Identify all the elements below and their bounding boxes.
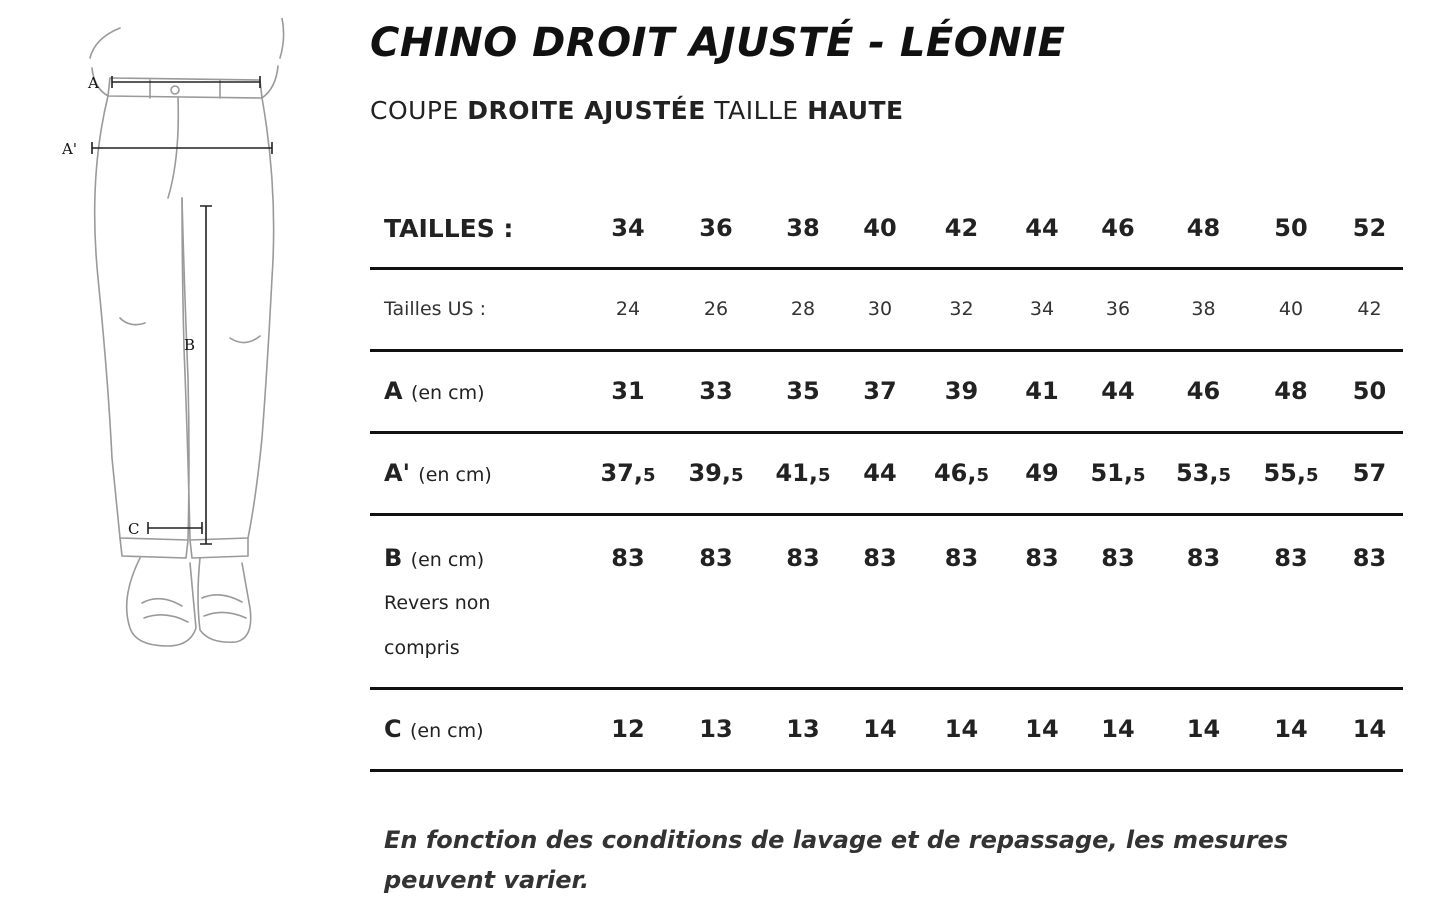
fit-part-bold: DROITE AJUSTÉE bbox=[467, 96, 706, 125]
trousers-measurement-illustration bbox=[50, 18, 340, 668]
row-b bbox=[370, 514, 1403, 688]
size-value-cell: 14 bbox=[1186, 715, 1221, 743]
size-value-cell: 83 bbox=[1101, 543, 1135, 572]
size-value-cell: 38 bbox=[1191, 298, 1216, 320]
row-label bbox=[370, 350, 584, 432]
row-label: Tailles US : bbox=[384, 298, 486, 320]
size-value-cell: 13 bbox=[786, 715, 820, 743]
fit-description bbox=[370, 96, 904, 125]
size-value-cell: 41 bbox=[1025, 377, 1059, 405]
size-value-cell: 24 bbox=[615, 298, 641, 320]
size-value-cell: 83 bbox=[863, 543, 897, 572]
measure-line-c bbox=[148, 522, 202, 534]
size-value-cell: 44 bbox=[1101, 377, 1135, 405]
measure-line-b bbox=[200, 206, 212, 544]
decimal-part: 5 bbox=[976, 465, 990, 486]
row-note-line: Revers non bbox=[384, 591, 491, 614]
row-label-letter: A' bbox=[384, 459, 410, 487]
size-value-cell: 46 bbox=[1101, 214, 1135, 243]
size-value-cell: 51,5 bbox=[1090, 459, 1146, 487]
size-value-cell: 14 bbox=[863, 715, 897, 743]
size-value-cell: 42 bbox=[1357, 298, 1382, 320]
size-value-cell: 83 bbox=[611, 543, 645, 572]
size-value-cell: 83 bbox=[699, 543, 733, 572]
row-note-line: compris bbox=[384, 636, 460, 659]
size-value-cell: 83 bbox=[1025, 543, 1059, 572]
size-value-cell: 83 bbox=[786, 543, 820, 572]
size-value-cell: 12 bbox=[611, 715, 645, 743]
row-label bbox=[370, 514, 584, 688]
decimal-part: 5 bbox=[1305, 465, 1319, 486]
size-value-cell: 31 bbox=[611, 377, 645, 405]
fit-part-bold: HAUTE bbox=[807, 96, 904, 125]
diagram-label-c: C bbox=[128, 520, 140, 538]
size-value-cell: 42 bbox=[944, 214, 979, 243]
size-value-cell: 40 bbox=[863, 214, 897, 243]
row-label-unit: (en cm) bbox=[410, 548, 485, 571]
decimal-part: 5 bbox=[1218, 465, 1232, 486]
size-value-cell: 37 bbox=[863, 377, 897, 405]
fit-part: COUPE bbox=[370, 96, 468, 125]
diagram-label-b: B bbox=[184, 336, 196, 354]
row-us-sizes bbox=[370, 268, 1403, 350]
size-chart-table bbox=[370, 190, 1403, 772]
row-label: TAILLES : bbox=[384, 213, 514, 243]
right-leg-outline bbox=[182, 98, 274, 540]
size-value-cell: 39 bbox=[944, 377, 979, 405]
size-value-cell: 36 bbox=[1105, 298, 1131, 320]
waistband-outline bbox=[108, 78, 262, 98]
row-label-letter: A bbox=[384, 377, 403, 405]
row-sizes bbox=[370, 190, 1403, 268]
size-value-cell: 30 bbox=[867, 298, 893, 320]
size-value-cell: 48 bbox=[1274, 377, 1308, 405]
size-value-cell: 55,5 bbox=[1263, 459, 1319, 487]
decimal-part: 5 bbox=[730, 465, 744, 486]
left-shoe-outline bbox=[127, 558, 196, 646]
size-value-cell: 14 bbox=[1274, 715, 1308, 743]
size-value-cell: 44 bbox=[863, 459, 897, 487]
size-value-cell: 38 bbox=[786, 214, 820, 243]
row-a-prime bbox=[370, 432, 1403, 514]
fit-part: TAILLE bbox=[705, 96, 808, 125]
size-value-cell: 83 bbox=[944, 543, 979, 572]
size-value-cell: 83 bbox=[1274, 543, 1308, 572]
size-value-cell: 50 bbox=[1274, 214, 1308, 243]
decimal-part: 5 bbox=[1132, 465, 1146, 486]
size-value-cell: 33 bbox=[699, 377, 733, 405]
size-value-cell: 32 bbox=[949, 298, 974, 320]
size-value-cell: 46 bbox=[1186, 377, 1221, 405]
row-a bbox=[370, 350, 1403, 432]
size-value-cell: 83 bbox=[1352, 543, 1387, 572]
size-value-cell: 14 bbox=[1352, 715, 1387, 743]
size-value-cell: 44 bbox=[1025, 214, 1059, 243]
size-value-cell: 26 bbox=[703, 298, 729, 320]
size-value-cell: 49 bbox=[1025, 459, 1059, 487]
row-label-unit: (en cm) bbox=[410, 382, 485, 404]
decimal-part: 5 bbox=[817, 465, 831, 486]
diagram-label-a-prime: A' bbox=[62, 140, 77, 158]
size-value-cell: 57 bbox=[1352, 459, 1387, 487]
size-value-cell: 34 bbox=[611, 214, 645, 243]
product-title: CHINO DROIT AJUSTÉ - LÉONIE bbox=[370, 20, 1066, 66]
row-label bbox=[370, 688, 584, 770]
size-value-cell: 37,5 bbox=[600, 459, 656, 487]
size-value-cell: 53,5 bbox=[1175, 459, 1232, 487]
diagram-label-a: A bbox=[88, 74, 99, 92]
row-label-letter: B bbox=[384, 543, 403, 572]
size-value-cell: 36 bbox=[699, 214, 733, 243]
size-value-cell: 28 bbox=[790, 298, 816, 320]
decimal-part: 5 bbox=[642, 465, 656, 486]
size-value-cell: 48 bbox=[1186, 214, 1221, 243]
size-value-cell: 83 bbox=[1186, 543, 1221, 572]
size-value-cell: 50 bbox=[1352, 377, 1387, 405]
row-label-letter: C bbox=[384, 715, 402, 743]
row-label-unit: (en cm) bbox=[409, 720, 484, 742]
size-value-cell: 14 bbox=[944, 715, 979, 743]
size-value-cell: 34 bbox=[1029, 298, 1055, 320]
footnote: En fonction des conditions de lavage et de repassage, les mesures peuvent varier. bbox=[384, 826, 1289, 894]
row-c bbox=[370, 688, 1403, 770]
right-shoe-outline bbox=[198, 558, 251, 642]
size-value-cell: 39,5 bbox=[688, 459, 744, 487]
size-value-cell: 13 bbox=[699, 715, 733, 743]
size-value-cell: 52 bbox=[1352, 214, 1387, 243]
size-value-cell: 46,5 bbox=[933, 459, 990, 487]
size-value-cell: 40 bbox=[1278, 298, 1304, 320]
size-value-cell: 14 bbox=[1101, 715, 1135, 743]
size-value-cell: 41,5 bbox=[775, 459, 831, 487]
size-value-cell: 14 bbox=[1025, 715, 1059, 743]
measure-line-a-prime bbox=[92, 142, 272, 154]
row-label-unit: (en cm) bbox=[418, 464, 492, 486]
row-label bbox=[370, 432, 584, 514]
size-value-cell: 35 bbox=[786, 377, 820, 405]
